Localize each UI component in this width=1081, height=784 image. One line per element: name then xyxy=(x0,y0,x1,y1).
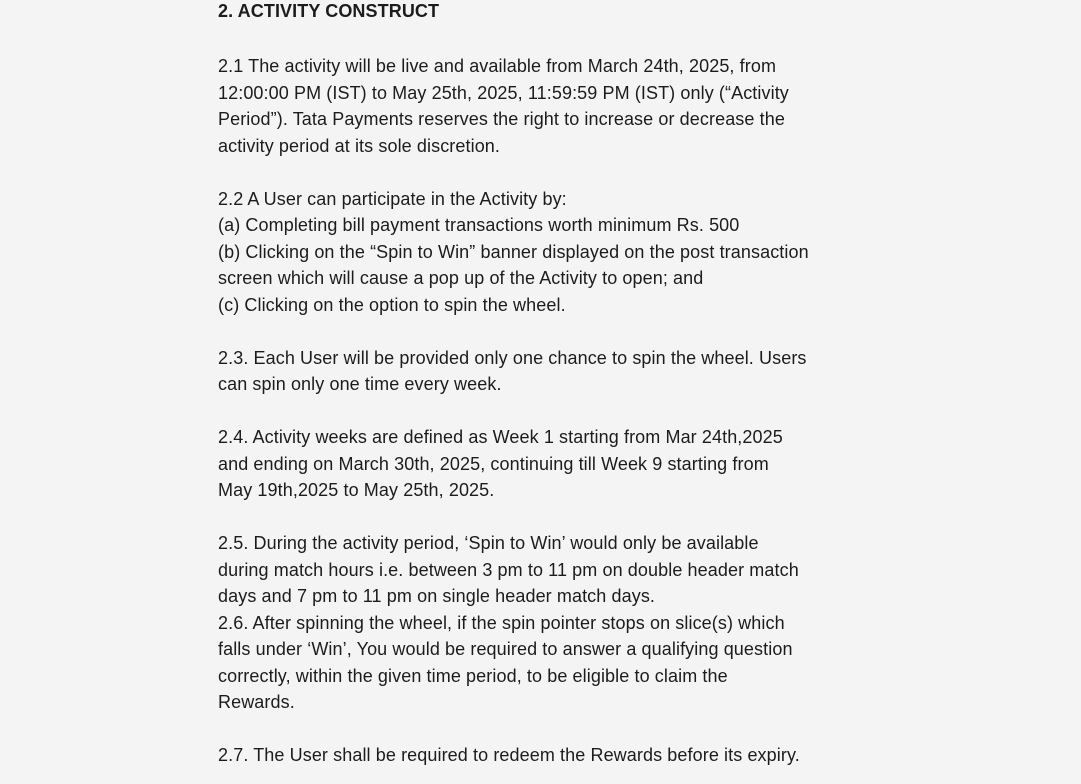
section-heading: 2. ACTIVITY CONSTRUCT xyxy=(218,1,440,21)
clause-line: and ending on March 30th, 2025, continuing till Week 9 starting from xyxy=(218,453,769,474)
clause-line: (c) Clicking on the option to spin the wheel. xyxy=(218,294,566,315)
clause-line: (b) Clicking on the “Spin to Win” banner displayed on the post transaction xyxy=(218,241,809,262)
clause-line: 2.3. Each User will be provided only one chance to spin the wheel. Users xyxy=(218,347,807,368)
spacer xyxy=(218,318,868,345)
clause-line: Rewards. xyxy=(218,692,295,712)
clause-line: can spin only one time every week. xyxy=(218,374,502,394)
clause-2-1 xyxy=(218,53,868,159)
clause-line: 2.6. After spinning the wheel, if the spin pointer stops on slice(s) which xyxy=(218,612,785,633)
clause-line: 2.7. The User shall be required to redeem the Rewards before its expiry. xyxy=(218,745,800,765)
spacer xyxy=(218,27,868,54)
clause-line: activity period at its sole discretion. xyxy=(218,135,501,156)
clause-line: May 19th,2025 to May 25th, 2025. xyxy=(218,480,495,500)
terms-document xyxy=(218,0,868,769)
spacer xyxy=(218,504,868,531)
clause-2-3 xyxy=(218,345,868,398)
spacer xyxy=(218,398,868,425)
clause-line: 2.2 A User can participate in the Activity by: xyxy=(218,188,567,209)
clause-line: 2.5. During the activity period, ‘Spin to Win’ would only be available xyxy=(218,533,759,553)
clause-line: 12:00:00 PM (IST) to May 25th, 2025, 11:59:59 PM (IST) only (“Activity xyxy=(218,82,789,103)
clause-line: days and 7 pm to 11 pm on single header match days. xyxy=(218,586,656,606)
spacer xyxy=(218,716,868,743)
clause-line: during match hours i.e. between 3 pm to 11 pm on double header match xyxy=(218,559,799,580)
clause-2-7 xyxy=(218,742,868,769)
clause-line: correctly, within the given time period, to be eligible to claim the xyxy=(218,665,728,686)
spacer xyxy=(218,159,868,186)
clause-line: falls under ‘Win’, You would be required to answer a qualifying question xyxy=(218,639,793,659)
clause-line: (a) Completing bill payment transactions worth minimum Rs. 500 xyxy=(218,215,740,235)
clause-line: 2.4. Activity weeks are defined as Week 1 starting from Mar 24th,2025 xyxy=(218,427,783,447)
clause-line: screen which will cause a pop up of the Activity to open; and xyxy=(218,268,704,288)
clause-2-4 xyxy=(218,424,868,504)
clause-2-5-2-6 xyxy=(218,530,868,716)
clause-line: 2.1 The activity will be live and available from March 24th, 2025, from xyxy=(218,56,777,76)
clause-line: Period”). Tata Payments reserves the right to increase or decrease the xyxy=(218,109,785,129)
clause-2-2 xyxy=(218,186,868,319)
